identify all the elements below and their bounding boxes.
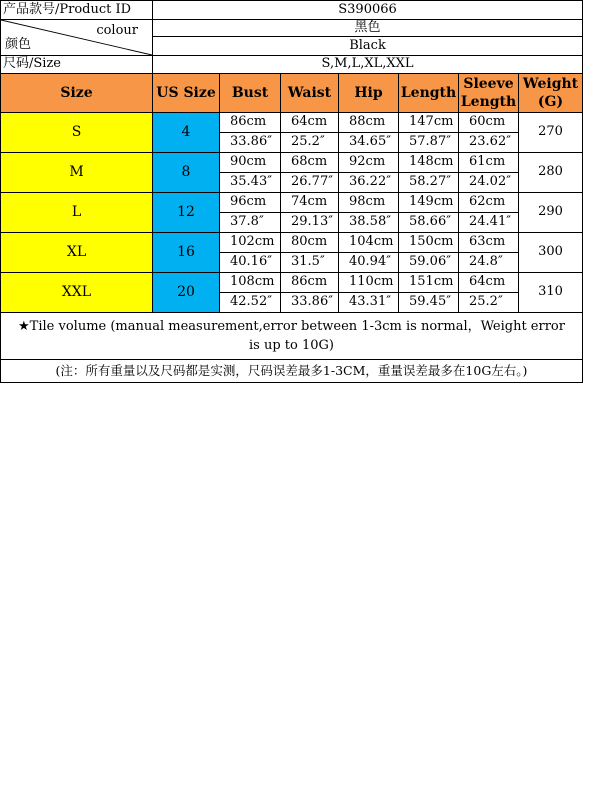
sleeve-length-cm: 60cm <box>459 113 519 133</box>
sleeve-length-in: 23.62″ <box>459 133 519 153</box>
size-row-cm <box>1 153 583 173</box>
weight-value: 270 <box>519 113 583 153</box>
hip-cm: 110cm <box>339 273 399 293</box>
length-cm: 149cm <box>399 193 459 213</box>
sleeve-length-in: 24.02″ <box>459 173 519 193</box>
sleeve-length-in: 24.8″ <box>459 253 519 273</box>
length-in: 59.45″ <box>399 293 459 313</box>
sleeve-length-cm: 62cm <box>459 193 519 213</box>
bust-cm: 86cm <box>220 113 281 133</box>
length-cm: 148cm <box>399 153 459 173</box>
bust-cm: 90cm <box>220 153 281 173</box>
weight-value: 290 <box>519 193 583 233</box>
size-info-row <box>1 56 583 74</box>
header-size: Size <box>1 74 153 113</box>
us-size-value: 12 <box>153 193 220 233</box>
size-info-value: S,M,L,XL,XXL <box>153 56 583 74</box>
header-bust: Bust <box>220 74 281 113</box>
waist-cm: 86cm <box>281 273 339 293</box>
hip-in: 34.65″ <box>339 133 399 153</box>
sleeve-length-in: 24.41″ <box>459 213 519 233</box>
sleeve-length-cm: 61cm <box>459 153 519 173</box>
us-size-value: 4 <box>153 113 220 153</box>
header-us-size: US Size <box>153 74 220 113</box>
header-row <box>1 74 583 113</box>
waist-in: 29.13″ <box>281 213 339 233</box>
note-measurement-row <box>1 313 583 360</box>
size-row-cm <box>1 193 583 213</box>
bust-in: 40.16″ <box>220 253 281 273</box>
header-sleeve-line1: Sleeve <box>463 76 514 92</box>
weight-value: 280 <box>519 153 583 193</box>
header-sleeve-length <box>459 74 519 113</box>
colour-label-cn: 颜色 <box>5 37 32 53</box>
note-measurement: ★Tile volume (manual measurement,error between 1-3cm is normal，Weight error is up to 10G) <box>1 313 583 360</box>
hip-cm: 88cm <box>339 113 399 133</box>
hip-in: 36.22″ <box>339 173 399 193</box>
sleeve-length-cm: 64cm <box>459 273 519 293</box>
length-in: 58.27″ <box>399 173 459 193</box>
size-row-cm <box>1 233 583 253</box>
waist-in: 33.86″ <box>281 293 339 313</box>
length-in: 58.66″ <box>399 213 459 233</box>
header-waist: Waist <box>281 74 339 113</box>
size-label: M <box>1 153 153 193</box>
bust-in: 37.8″ <box>220 213 281 233</box>
waist-cm: 80cm <box>281 233 339 253</box>
sleeve-length-cm: 63cm <box>459 233 519 253</box>
hip-cm: 98cm <box>339 193 399 213</box>
colour-row-cn <box>1 20 583 37</box>
size-row-cm <box>1 273 583 293</box>
note-chinese-row <box>1 360 583 383</box>
hip-cm: 92cm <box>339 153 399 173</box>
header-weight-line2: (G) <box>537 94 564 110</box>
colour-label-cell <box>1 20 153 56</box>
weight-value: 300 <box>519 233 583 273</box>
header-weight <box>519 74 583 113</box>
bust-in: 42.52″ <box>220 293 281 313</box>
bust-in: 35.43″ <box>220 173 281 193</box>
hip-in: 38.58″ <box>339 213 399 233</box>
hip-in: 43.31″ <box>339 293 399 313</box>
length-in: 59.06″ <box>399 253 459 273</box>
colour-label-en: colour <box>96 23 138 38</box>
sleeve-length-in: 25.2″ <box>459 293 519 313</box>
header-weight-line1: Weight <box>522 76 579 92</box>
us-size-value: 8 <box>153 153 220 193</box>
hip-cm: 104cm <box>339 233 399 253</box>
waist-in: 31.5″ <box>281 253 339 273</box>
colour-value-cn: 黑色 <box>153 20 583 37</box>
waist-in: 25.2″ <box>281 133 339 153</box>
size-chart-table <box>0 0 583 313</box>
size-label: XL <box>1 233 153 273</box>
colour-value-en: Black <box>153 37 583 56</box>
product-id-row <box>1 1 583 20</box>
header-length: Length <box>399 74 459 113</box>
size-label: L <box>1 193 153 233</box>
length-cm: 147cm <box>399 113 459 133</box>
us-size-value: 16 <box>153 233 220 273</box>
waist-cm: 64cm <box>281 113 339 133</box>
product-id-label: 产品款号/Product ID <box>1 1 153 20</box>
note-chinese: (注：所有重量以及尺码都是实测，尺码误差最多1-3CM，重量误差最多在10G左右。) <box>1 360 583 383</box>
size-label: XXL <box>1 273 153 313</box>
product-id-value: S390066 <box>153 1 583 20</box>
size-info-label: 尺码/Size <box>1 56 153 74</box>
waist-cm: 74cm <box>281 193 339 213</box>
length-cm: 151cm <box>399 273 459 293</box>
header-hip: Hip <box>339 74 399 113</box>
bust-in: 33.86″ <box>220 133 281 153</box>
bust-cm: 96cm <box>220 193 281 213</box>
length-cm: 150cm <box>399 233 459 253</box>
weight-value: 310 <box>519 273 583 313</box>
waist-in: 26.77″ <box>281 173 339 193</box>
bust-cm: 108cm <box>220 273 281 293</box>
size-label: S <box>1 113 153 153</box>
hip-in: 40.94″ <box>339 253 399 273</box>
header-sleeve-line2: Length <box>460 94 517 110</box>
length-in: 57.87″ <box>399 133 459 153</box>
us-size-value: 20 <box>153 273 220 313</box>
bust-cm: 102cm <box>220 233 281 253</box>
notes-table <box>0 312 583 383</box>
waist-cm: 68cm <box>281 153 339 173</box>
size-row-cm <box>1 113 583 133</box>
